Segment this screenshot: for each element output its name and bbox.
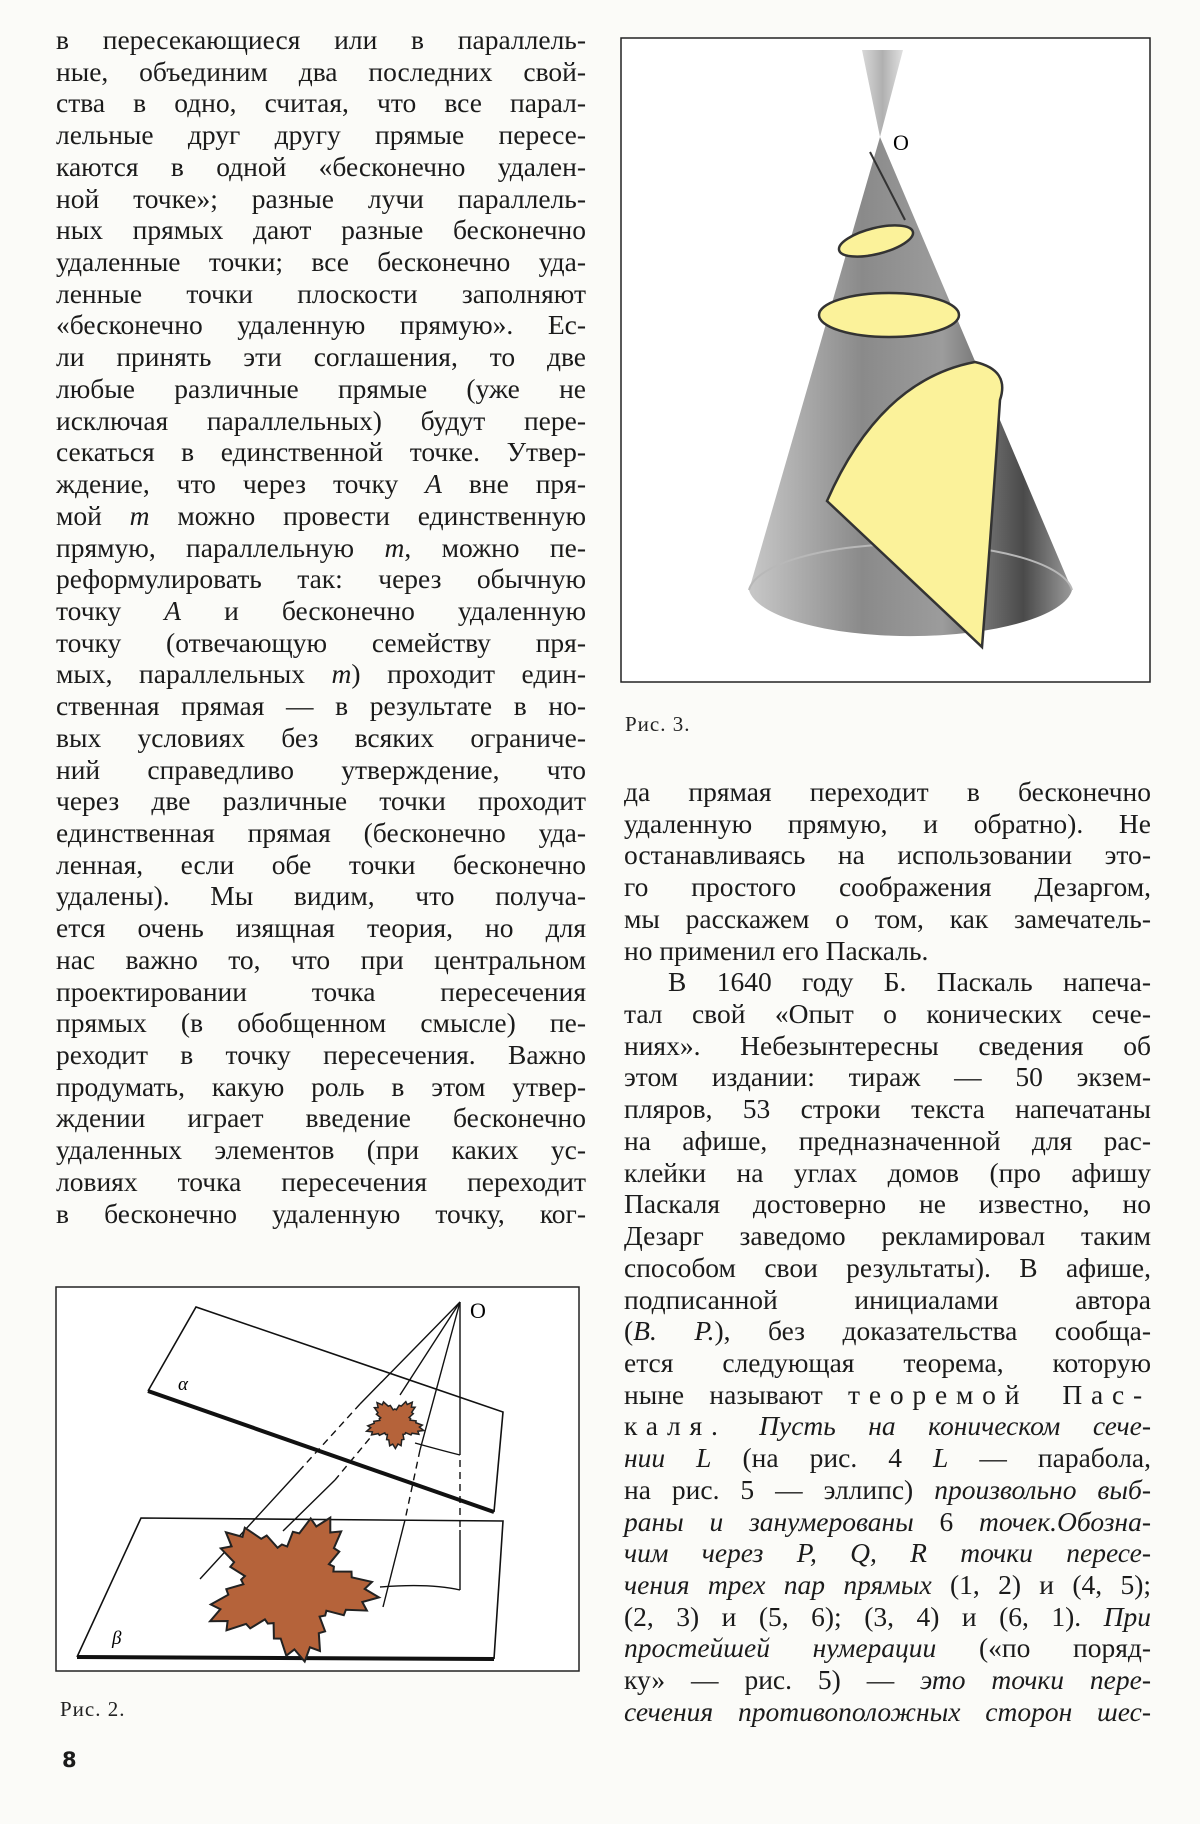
text-line <box>624 1030 1151 1062</box>
text-segment: ) проходит един- <box>351 658 586 690</box>
text-line <box>56 532 586 564</box>
text-segment: нас важно то, что при центральном <box>56 943 586 975</box>
text-line <box>56 246 586 278</box>
text-segment: лельные друг другу прямые пересе- <box>56 119 586 151</box>
text-segment: можно провести единственную <box>149 499 586 531</box>
text-segment: но применил его Паскаль. <box>624 934 929 966</box>
text-segment: ), без доказательства сообща- <box>714 1315 1152 1347</box>
left-text-column <box>56 24 586 1229</box>
text-line <box>56 627 586 659</box>
text-line <box>56 119 586 151</box>
italic-text: чения трех пар прямых <box>624 1568 932 1600</box>
text-line <box>56 405 586 437</box>
text-segment: мой <box>56 499 130 531</box>
text-segment: ли принять эти соглашения, то две <box>56 341 586 373</box>
text-line <box>56 976 586 1008</box>
text-line <box>56 500 586 532</box>
text-line <box>56 595 586 627</box>
circle-section <box>819 293 959 337</box>
text-segment: прямых (в обобщенном смысле) пе- <box>56 1007 586 1039</box>
text-segment: точку (отвечающую семейству пря- <box>56 626 586 658</box>
text-segment: удаленные точки; все бесконечно уда- <box>56 246 586 278</box>
text-segment: ется очень изящная теория, но для <box>56 912 586 944</box>
text-line <box>624 1601 1151 1633</box>
text-segment: — парабола, <box>948 1442 1151 1474</box>
text-line <box>624 1284 1151 1316</box>
text-line <box>624 1442 1151 1474</box>
figure-2-point-o: O <box>470 1298 486 1323</box>
text-line <box>624 1474 1151 1506</box>
text-segment: ждении играет введение бесконечно <box>56 1102 586 1134</box>
text-line <box>56 849 586 881</box>
text-line <box>624 1093 1151 1125</box>
text-line <box>56 341 586 373</box>
text-line <box>56 24 586 56</box>
text-line <box>624 1220 1151 1252</box>
text-segment: прямую, параллельную <box>56 531 385 563</box>
italic-text: это точки пере- <box>920 1664 1151 1696</box>
text-line <box>56 1166 586 1198</box>
text-line <box>56 1134 586 1166</box>
text-segment: да прямая переходит в бесконечно <box>624 776 1151 807</box>
text-line <box>624 1157 1151 1189</box>
text-segment: вне пря- <box>441 468 586 500</box>
text-line <box>624 1315 1151 1347</box>
text-line <box>624 1410 1151 1442</box>
page-number: 8 <box>62 1748 77 1772</box>
text-segment: Паскаля достоверно не известно, но <box>624 1188 1151 1220</box>
italic-text: B. P. <box>633 1315 715 1347</box>
text-line <box>624 903 1151 935</box>
text-line <box>624 1664 1151 1696</box>
text-segment: удаленных элементов (при каких ус- <box>56 1134 586 1166</box>
text-line <box>56 373 586 405</box>
italic-text: m <box>129 499 150 531</box>
italic-text: m <box>384 531 405 563</box>
text-segment: любые различные прямые (уже не <box>56 372 586 404</box>
text-segment: секаться в единственной точке. Утвер- <box>56 436 586 468</box>
figure-2-projection <box>56 1287 579 1671</box>
text-segment: (2, 3) и (5, 6); (3, 4) и (6, 1). <box>624 1600 1104 1632</box>
text-line <box>56 722 586 754</box>
italic-text: нии L <box>624 1442 712 1474</box>
text-line <box>56 690 586 722</box>
text-segment: в бесконечно удаленную точку, ког- <box>56 1197 586 1229</box>
text-line <box>56 1102 586 1134</box>
text-segment: ниях». Небезынтересны сведения об <box>624 1029 1151 1061</box>
text-line <box>624 998 1151 1030</box>
text-segment: ства в одно, считая, что все парал- <box>56 87 586 119</box>
text-line <box>56 183 586 215</box>
text-segment <box>727 1410 760 1441</box>
text-segment: го простого соображения Дезаргом, <box>624 871 1151 903</box>
text-segment: мы расскажем о том, как замечатель- <box>624 902 1151 934</box>
text-line <box>56 468 586 500</box>
text-segment: каются в одной «бесконечно удален- <box>56 150 586 182</box>
text-segment: ется следующая теорема, которую <box>624 1346 1151 1378</box>
text-segment: «бесконечно удаленную прямую». Ес- <box>56 309 586 341</box>
text-segment: («по поряд- <box>936 1632 1152 1664</box>
text-line <box>624 1252 1151 1284</box>
text-line <box>56 87 586 119</box>
text-segment: через две различные точки проходит <box>56 785 586 817</box>
text-line <box>56 754 586 786</box>
text-line <box>624 1188 1151 1220</box>
text-segment: ственная прямая — в результате в но- <box>56 690 586 722</box>
figure-2-caption: Рис. 2. <box>60 1697 126 1721</box>
text-line <box>56 1007 586 1039</box>
text-segment: на рис. 5 — эллипс) <box>624 1473 935 1505</box>
text-line <box>56 1039 586 1071</box>
italic-text: Пусть на коническом сече- <box>759 1410 1152 1442</box>
text-segment: , можно пе- <box>404 531 586 563</box>
figure-3-cone <box>621 38 1150 682</box>
text-line <box>56 944 586 976</box>
text-line <box>56 214 586 246</box>
italic-text: раны и занумерованы <box>624 1505 914 1537</box>
text-segment: реформулировать так: через обычную <box>56 563 586 595</box>
text-segment: тал свой «Опыт о конических сече- <box>624 998 1151 1030</box>
text-line <box>624 1632 1151 1664</box>
text-line <box>56 563 586 595</box>
text-line <box>56 1071 586 1103</box>
text-segment: клейки на углах домов (про афишу <box>624 1156 1151 1188</box>
italic-text: сечения противоположных сторон шес- <box>624 1695 1151 1727</box>
text-segment: ной точке»; разные лучи параллель- <box>56 182 586 214</box>
text-segment: пляров, 53 строки текста напечатаны <box>624 1093 1151 1125</box>
text-line <box>624 1506 1151 1538</box>
text-segment: ждение, что через точку <box>56 468 426 500</box>
text-segment: подписанной инициалами автора <box>624 1283 1151 1315</box>
italic-text: A <box>164 594 182 626</box>
text-line <box>624 1379 1151 1411</box>
text-line <box>56 56 586 88</box>
text-segment: останавливаясь на использовании это- <box>624 839 1151 871</box>
text-line <box>624 935 1151 967</box>
text-segment: удалены). Мы видим, что получа- <box>56 880 586 912</box>
text-segment: единственная прямая (бесконечно уда- <box>56 816 586 848</box>
italic-text: точек.Обозна- <box>979 1505 1151 1537</box>
text-segment: каля. <box>624 1410 727 1442</box>
text-line <box>56 912 586 944</box>
text-segment: мых, параллельных <box>56 658 332 690</box>
text-segment: ленные точки плоскости заполняют <box>56 277 586 309</box>
plane-beta-label: β <box>112 1628 122 1649</box>
text-segment: этом издании: тираж — 50 экзем- <box>624 1061 1151 1093</box>
right-text-column <box>624 776 1151 1728</box>
text-line <box>56 1198 586 1230</box>
text-line <box>56 658 586 690</box>
text-line <box>56 309 586 341</box>
text-segment: 6 <box>913 1505 980 1537</box>
text-line <box>624 1125 1151 1157</box>
text-segment: ( <box>624 1315 634 1347</box>
text-segment: ленная, если обе точки бесконечно <box>56 848 586 880</box>
text-segment: теоремой Пас- <box>848 1378 1151 1410</box>
text-line <box>624 1569 1151 1601</box>
text-line <box>624 1696 1151 1728</box>
text-segment: ний справедливо утверждение, что <box>56 753 586 785</box>
text-segment: продумать, какую роль в этом утвер- <box>56 1070 586 1102</box>
text-line <box>56 785 586 817</box>
text-segment: вых условиях без всяких ограниче- <box>56 721 586 753</box>
text-line <box>56 151 586 183</box>
text-line <box>624 1537 1151 1569</box>
text-line <box>56 880 586 912</box>
italic-text: При <box>1103 1600 1151 1632</box>
italic-text: чим через P, Q, R точки пересе- <box>624 1537 1151 1569</box>
text-segment: ловиях точка пересечения переходит <box>56 1165 586 1197</box>
figure-3-caption: Рис. 3. <box>625 712 691 736</box>
text-segment: ку» — рис. 5) — <box>624 1664 921 1696</box>
text-segment: ных прямых дают разные бесконечно <box>56 214 586 246</box>
text-segment: способом свои результаты). В афише, <box>624 1251 1151 1283</box>
text-line <box>624 839 1151 871</box>
text-line <box>56 817 586 849</box>
italic-text: произвольно выб- <box>934 1473 1151 1505</box>
text-segment: точку <box>56 594 165 626</box>
text-segment: проектировании точка пересечения <box>56 975 586 1007</box>
text-segment: Дезарг заведомо рекламировал таким <box>624 1220 1151 1252</box>
italic-text: простейшей нумерации <box>624 1632 937 1664</box>
plane-alpha-label: α <box>178 1374 188 1395</box>
italic-text: m <box>331 658 352 690</box>
text-segment: реходит в точку пересечения. Важно <box>56 1039 586 1070</box>
italic-text: L <box>933 1442 949 1474</box>
text-line <box>624 1347 1151 1379</box>
text-segment: и бесконечно удаленную <box>181 594 586 626</box>
text-segment: удаленную прямую, и обратно). Не <box>624 807 1151 839</box>
text-segment: В 1640 году Б. Паскаль напеча- <box>668 966 1151 998</box>
text-line <box>624 966 1151 998</box>
text-line <box>624 1061 1151 1093</box>
text-line <box>624 776 1151 808</box>
text-segment: в пересекающиеся или в параллель- <box>56 24 586 55</box>
text-segment: исключая параллельных) будут пере- <box>56 404 586 436</box>
text-segment: ные, объединим два последних свой- <box>56 55 586 87</box>
text-line <box>56 278 586 310</box>
text-segment: (на рис. 4 <box>711 1442 934 1474</box>
text-line <box>56 436 586 468</box>
text-segment: на афише, предназначенной для рас- <box>624 1124 1151 1156</box>
text-line <box>624 871 1151 903</box>
figure-3-point-o: O <box>893 130 909 155</box>
text-line <box>624 808 1151 840</box>
italic-text: A <box>425 468 442 500</box>
text-segment: (1, 2) и (4, 5); <box>931 1568 1151 1600</box>
text-segment: ныне называют <box>624 1378 849 1410</box>
